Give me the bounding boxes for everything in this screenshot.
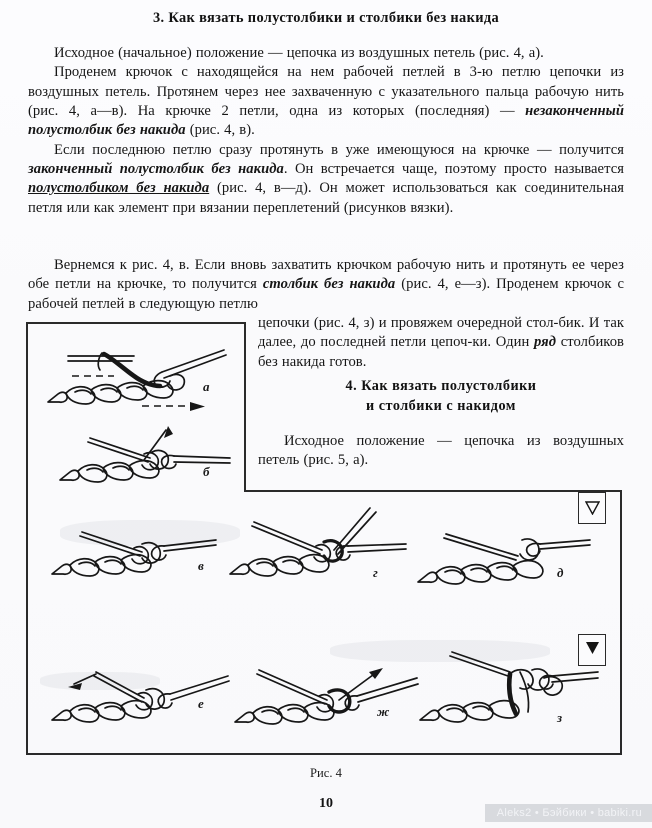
paragraph-4 bbox=[28, 256, 624, 314]
paragraph-3-text-e: (рис. 4, в—д). Он может использоваться как соединительная петля или как элемент при вязании переплетений (рисунков вязки). bbox=[28, 180, 624, 216]
section-4-heading-line1: 4. Как вязать полустолбики bbox=[345, 378, 537, 394]
site-watermark: Aleks2 • Бэйбики • babiki.ru bbox=[485, 804, 652, 822]
figure-label-v: в bbox=[198, 558, 204, 573]
paragraph-2-text-a: Проденем крючок с находящейся на нем рабочей петлей в 3-ю петлю цепочки из воздушных петель. Протянем через нее захваченную с указательного пальца рабочую нить (рис. 4, а—в). На крючке 2 петли, одна из которых (последняя) — bbox=[28, 64, 624, 120]
figure-4 bbox=[26, 322, 622, 755]
paragraph-3-text-a: Если последнюю петлю сразу протянуть в уже имеющуюся на крючке — получится bbox=[54, 141, 624, 158]
triangle-down-outline-icon bbox=[585, 501, 600, 515]
stitch-diagram-v bbox=[48, 512, 223, 584]
figure-caption: Рис. 4 bbox=[310, 766, 342, 780]
paragraph-1 bbox=[28, 44, 624, 63]
paragraph-4-text-c: (рис. 4, е—з). Проденем крючок с рабочей петлей в следующую петлю bbox=[28, 276, 624, 312]
stitch-diagram-e bbox=[48, 650, 233, 732]
stitch-diagram-d bbox=[414, 518, 594, 594]
stitch-diagram-g bbox=[226, 504, 411, 586]
figure-label-b: б bbox=[203, 464, 210, 479]
term-slipstitch: полустолбиком без накида bbox=[28, 180, 210, 197]
stitch-diagram-a bbox=[42, 336, 232, 416]
paragraph-6-text: Исходное положение — цепочка из воздушных петель (рис. 5, а). bbox=[258, 433, 624, 469]
paragraph-5-text-a: цепочки (рис. 4, з) и провяжем очередной стол-бик. И так далее, до последней петли цепоч-ки. Один bbox=[258, 315, 624, 351]
paragraph-4-text-a: Вернемся к рис. 4, в. Если вновь захватить крючком рабочую нить и протянуть ее через обе петли на крючке, то получится bbox=[28, 257, 624, 293]
section-3-heading: 3. Как вязать полустолбики и столбики без накида bbox=[152, 10, 500, 26]
paragraph-3 bbox=[28, 141, 624, 218]
stitch-diagram-z bbox=[416, 634, 601, 734]
page-number: 10 bbox=[319, 796, 333, 811]
figure-label-g: г bbox=[373, 565, 378, 580]
body-text-middle bbox=[28, 256, 624, 314]
term-single-crochet: столбик без накида bbox=[262, 276, 396, 293]
term-row: ряд bbox=[534, 334, 557, 351]
figure-frame-bottom-border bbox=[26, 753, 622, 755]
figure-label-d: д bbox=[557, 565, 564, 580]
figure-inner-top-border bbox=[26, 322, 246, 324]
term-unfinished-slipstitch: незаконченный полустолбик без накида bbox=[28, 103, 624, 139]
figure-frame-right-border bbox=[620, 490, 622, 755]
figure-label-zh: ж bbox=[377, 704, 390, 719]
figure-inner-right-border bbox=[244, 322, 246, 492]
figure-label-z: з bbox=[557, 710, 563, 725]
paragraph-1-text: Исходное (начальное) положение — цепочка из воздушных петель (рис. 4, а). bbox=[54, 45, 544, 61]
body-text-top bbox=[28, 44, 624, 218]
figure-frame-left-border bbox=[26, 322, 28, 755]
paragraph-3-text-c: . Он встречается чаще, поэтому просто называется bbox=[283, 161, 624, 178]
paragraph-2-text-c: (рис. 4, в). bbox=[185, 122, 255, 139]
paragraph-2 bbox=[28, 63, 624, 140]
section-4-heading-line2: и столбики с накидом bbox=[366, 398, 516, 414]
figure-middle-divider bbox=[244, 490, 622, 492]
figure-label-e: е bbox=[198, 696, 204, 711]
stitch-diagram-zh bbox=[231, 648, 421, 734]
paragraph-5-text-c: столбиков без накида готов. bbox=[258, 334, 624, 370]
term-finished-slipstitch: законченный полустолбик без накида bbox=[28, 161, 284, 178]
figure-label-a: а bbox=[203, 379, 210, 394]
